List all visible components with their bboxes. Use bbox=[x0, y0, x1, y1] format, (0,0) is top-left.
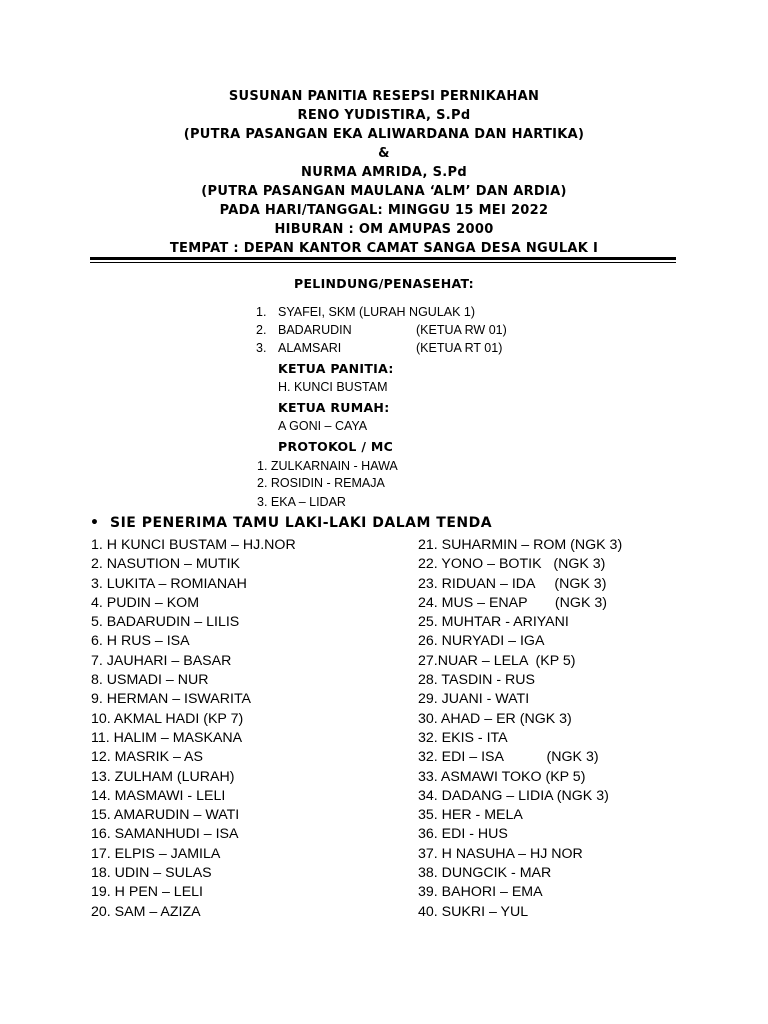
guest-list-item: 19. H PEN – LELI bbox=[91, 884, 203, 901]
header-divider-thin bbox=[90, 262, 676, 263]
guest-list-item: 9. HERMAN – ISWARITA bbox=[91, 691, 252, 708]
guest-list-left-column bbox=[91, 536, 391, 922]
guest-list-item: 37. H NASUHA – HJ NOR bbox=[418, 845, 583, 862]
guest-list-item: 32. EKIS - ITA bbox=[418, 729, 508, 746]
groom-parents: (PUTRA PASANGAN EKA ALIWARDANA DAN HARTIKA) bbox=[183, 127, 585, 142]
guest-list-item: 2. NASUTION – MUTIK bbox=[91, 556, 240, 573]
list-item bbox=[256, 341, 502, 355]
guest-list-item: 32. EDI – ISA (NGK 3) bbox=[418, 749, 599, 766]
section-title-protokol: PROTOKOL / MC bbox=[278, 439, 394, 454]
guest-list-item: 35. HER - MELA bbox=[418, 807, 523, 824]
guest-list-item: 16. SAMANHUDI – ISA bbox=[91, 826, 239, 843]
header-divider bbox=[90, 257, 676, 260]
ampersand: & bbox=[378, 146, 390, 161]
guest-list-item: 5. BADARUDIN – LILIS bbox=[91, 614, 240, 631]
guest-list-item: 23. RIDUAN – IDA (NGK 3) bbox=[418, 575, 607, 592]
guest-list-item: 12. MASRIK – AS bbox=[91, 749, 203, 766]
guest-list-item: 22. YONO – BOTIK (NGK 3) bbox=[418, 556, 606, 573]
item-name: BADARUDIN bbox=[278, 323, 352, 337]
guest-list-item: 38. DUNGCIK - MAR bbox=[418, 865, 552, 882]
ketua-rumah-name: A GONI – CAYA bbox=[278, 419, 368, 433]
list-item: 1. ZULKARNAIN - HAWA bbox=[257, 459, 398, 473]
guest-list-item: 27.NUAR – LELA (KP 5) bbox=[418, 652, 576, 669]
groom-name: RENO YUDISTIRA, S.Pd bbox=[297, 108, 471, 123]
item-number: 3. bbox=[256, 341, 267, 355]
guest-list-item: 6. H RUS – ISA bbox=[91, 633, 190, 650]
guest-list-item: 40. SUKRI – YUL bbox=[418, 903, 529, 920]
list-item: 2. ROSIDIN - REMAJA bbox=[257, 476, 385, 490]
bride-name: NURMA AMRIDA, S.Pd bbox=[301, 165, 467, 180]
guest-list-item: 39. BAHORI – EMA bbox=[418, 884, 543, 901]
guest-list-item: 24. MUS – ENAP (NGK 3) bbox=[418, 594, 607, 611]
item-role: (KETUA RT 01) bbox=[416, 341, 503, 355]
guest-list-item: 33. ASMAWI TOKO (KP 5) bbox=[418, 768, 586, 785]
ketua-panitia-name: H. KUNCI BUSTAM bbox=[278, 380, 388, 394]
guest-list-item: 28. TASDIN - RUS bbox=[418, 672, 535, 689]
list-item bbox=[256, 323, 507, 337]
venue: TEMPAT : DEPAN KANTOR CAMAT SANGA DESA NGULAK I bbox=[169, 241, 599, 256]
guest-list-item: 14. MASMAWI - LELI bbox=[91, 787, 226, 804]
guest-list-item: 26. NURYADI – IGA bbox=[418, 633, 545, 650]
section-title-pelindung: PELINDUNG/PENASEHAT: bbox=[294, 276, 474, 291]
event-date: PADA HARI/TANGGAL: MINGGU 15 MEI 2022 bbox=[219, 203, 549, 218]
guest-list-item: 18. UDIN – SULAS bbox=[91, 865, 212, 882]
guest-list-item: 15. AMARUDIN – WATI bbox=[91, 807, 240, 824]
bullet-icon: • bbox=[90, 515, 100, 531]
guest-list-item: 17. ELPIS – JAMILA bbox=[91, 845, 221, 862]
guest-list-item: 29. JUANI - WATI bbox=[418, 691, 530, 708]
item-name: ALAMSARI bbox=[278, 341, 342, 355]
item-name: SYAFEI, SKM (LURAH NGULAK 1) bbox=[278, 305, 476, 319]
doc-title: SUSUNAN PANITIA RESEPSI PERNIKAHAN bbox=[228, 89, 540, 104]
guest-list-right-column bbox=[418, 536, 698, 922]
guest-list-item: 7. JAUHARI – BASAR bbox=[91, 652, 232, 669]
guest-list-item: 1. H KUNCI BUSTAM – HJ.NOR bbox=[91, 537, 296, 553]
guest-list-item: 25. MUHTAR - ARIYANI bbox=[418, 614, 569, 631]
entertainment: HIBURAN : OM AMUPAS 2000 bbox=[274, 222, 494, 237]
guest-list-item: 34. DADANG – LIDIA (NGK 3) bbox=[418, 787, 609, 804]
section-title-penerima-tamu bbox=[90, 515, 492, 531]
guest-list-item: 11. HALIM – MASKANA bbox=[91, 729, 243, 746]
guest-list-item: 36. EDI - HUS bbox=[418, 826, 508, 843]
guest-list-item: 8. USMADI – NUR bbox=[91, 672, 209, 689]
guest-list-item: 3. LUKITA – ROMIANAH bbox=[91, 575, 247, 592]
guest-list-item: 10. AKMAL HADI (KP 7) bbox=[91, 710, 244, 727]
item-number: 2. bbox=[256, 323, 267, 337]
guest-list-item: 13. ZULHAM (LURAH) bbox=[91, 768, 235, 785]
bride-parents: (PUTRA PASANGAN MAULANA ‘ALM’ DAN ARDIA) bbox=[201, 184, 567, 199]
guest-list-item: 4. PUDIN – KOM bbox=[91, 594, 200, 611]
guest-list-item: 21. SUHARMIN – ROM (NGK 3) bbox=[418, 537, 623, 553]
item-number: 1. bbox=[256, 305, 267, 319]
section-title-text: SIE PENERIMA TAMU LAKI-LAKI DALAM TENDA bbox=[110, 515, 493, 531]
item-role: (KETUA RW 01) bbox=[416, 323, 507, 337]
guest-list-item: 30. AHAD – ER (NGK 3) bbox=[418, 710, 572, 727]
list-item: 3. EKA – LIDAR bbox=[257, 495, 346, 509]
list-item bbox=[256, 305, 475, 319]
section-title-ketua-panitia: KETUA PANITIA: bbox=[278, 361, 394, 376]
guest-list-item: 20. SAM – AZIZA bbox=[91, 903, 201, 920]
section-title-ketua-rumah: KETUA RUMAH: bbox=[278, 400, 390, 415]
